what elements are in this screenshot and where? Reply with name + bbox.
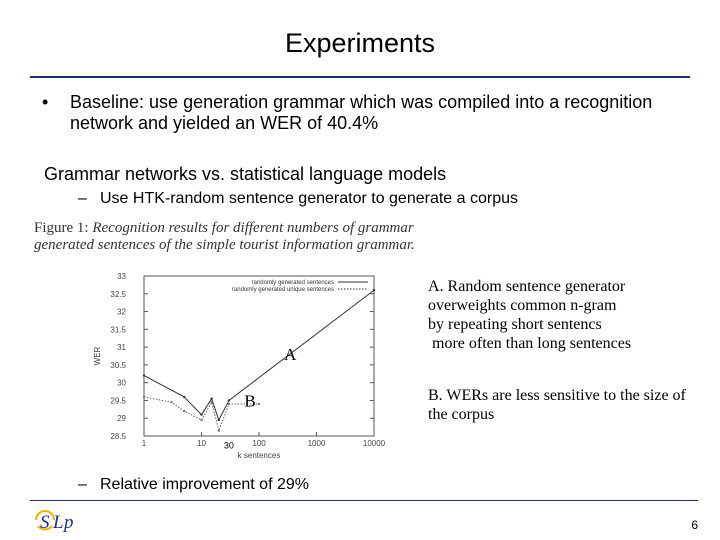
data-point-generated bbox=[200, 413, 202, 415]
x-tick-label: 100 bbox=[252, 439, 266, 448]
data-point-generated bbox=[210, 397, 212, 399]
data-point-generated bbox=[228, 399, 230, 401]
y-tick-label: 32.5 bbox=[110, 289, 126, 299]
series-line-generated bbox=[144, 290, 374, 420]
baseline-bullet: Baseline: use generation grammar which was compiled into a recognition network and yielded an WER of 40.4% bbox=[70, 92, 653, 133]
footer-divider bbox=[30, 500, 698, 501]
data-point-unique bbox=[170, 401, 172, 403]
section-heading: Grammar networks vs. statistical language models bbox=[44, 164, 447, 184]
figure-caption-text: Recognition results for different numbers of grammar generated sentences of the simple tourist information grammar. bbox=[34, 220, 415, 253]
slide-title: Experiments bbox=[284, 28, 436, 58]
data-point-unique bbox=[210, 401, 212, 403]
x-tick-label: 10 bbox=[197, 439, 206, 448]
page-number: 6 bbox=[691, 518, 698, 532]
y-tick-label: 33 bbox=[117, 272, 126, 281]
y-tick-label: 32 bbox=[117, 307, 126, 317]
x-tick-label: 10000 bbox=[362, 439, 386, 448]
data-point-unique bbox=[258, 403, 260, 405]
figure-label: Figure 1: bbox=[34, 220, 89, 236]
data-point-unique bbox=[143, 396, 145, 398]
legend-label: randomly generated unique sentences bbox=[231, 287, 334, 293]
title-divider bbox=[30, 76, 690, 78]
y-tick-label: 29.5 bbox=[110, 396, 126, 406]
data-point-generated bbox=[373, 289, 375, 291]
data-point-generated bbox=[218, 419, 220, 421]
legend-label: randomly generated sentences bbox=[251, 280, 334, 286]
y-tick-label: 29 bbox=[117, 414, 126, 424]
data-point-unique bbox=[228, 403, 230, 405]
data-point-generated bbox=[183, 396, 185, 398]
svg-text:p: p bbox=[64, 512, 74, 533]
y-tick-label: 31.5 bbox=[110, 325, 126, 335]
y-tick-label: 31 bbox=[117, 343, 126, 353]
annotation-30: 30 bbox=[223, 440, 234, 451]
svg-text:S: S bbox=[40, 512, 50, 533]
x-tick-label: 1 bbox=[141, 439, 147, 448]
corpus-subbullet: Use HTK-random sentence generator to generate a corpus bbox=[100, 190, 519, 207]
y-tick-label: 30 bbox=[117, 378, 126, 388]
y-axis-label: WER bbox=[93, 346, 102, 366]
dash-marker: – bbox=[78, 190, 87, 207]
data-point-unique bbox=[218, 429, 220, 431]
slp-logo bbox=[32, 506, 92, 536]
data-point-unique bbox=[200, 419, 202, 421]
plot-frame bbox=[144, 276, 374, 436]
x-axis-label: k sentences bbox=[237, 451, 281, 460]
data-point-unique bbox=[183, 410, 185, 412]
y-tick-label: 28.5 bbox=[110, 432, 126, 441]
figure-caption bbox=[34, 220, 454, 254]
svg-text:L: L bbox=[53, 512, 64, 533]
dash-marker: – bbox=[78, 476, 87, 493]
y-tick-label: 30.5 bbox=[110, 360, 126, 370]
improvement-subbullet: Relative improvement of 29% bbox=[100, 476, 309, 493]
annotation-B: B bbox=[244, 391, 256, 411]
annotation-A: A bbox=[284, 345, 297, 365]
x-tick-label: 1000 bbox=[307, 439, 326, 448]
wer-chart bbox=[92, 268, 392, 462]
data-point-generated bbox=[143, 374, 145, 376]
note-b: B. WERs are less sensitive to the size of the corpus bbox=[428, 387, 686, 423]
note-a: A. Random sentence generator overweights common n-gram by repeating short sentencs more often than long sentences bbox=[428, 278, 632, 352]
bullet-marker: • bbox=[42, 92, 49, 112]
